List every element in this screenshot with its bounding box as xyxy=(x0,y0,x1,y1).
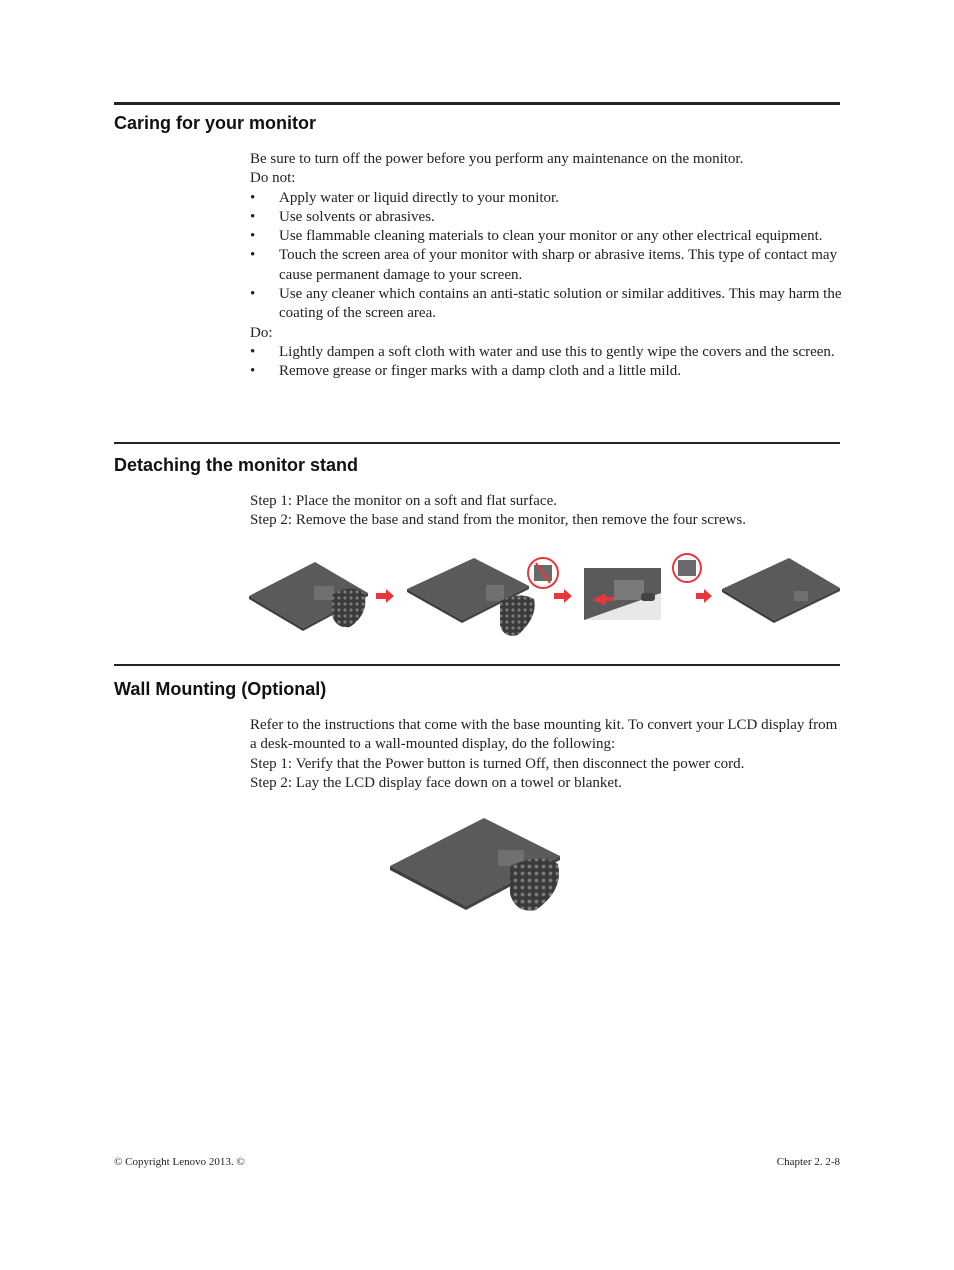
monitor-back-illustration xyxy=(407,558,535,636)
bullet: • xyxy=(250,189,256,206)
screw-detail-icon xyxy=(528,558,558,588)
wall-step-1: Step 1: Verify that the Power button is turned Off, then disconnect the power cord. xyxy=(250,755,745,772)
bullet: • xyxy=(250,363,256,380)
list-item-text: Remove grease or finger marks with a damp cloth and a little mild. xyxy=(279,363,681,380)
monitor-back-illustration xyxy=(249,562,368,631)
monitor-back-illustration xyxy=(722,558,840,623)
list-item xyxy=(250,285,842,324)
detaching-step-1: Step 1: Place the monitor on a soft and flat surface. xyxy=(250,493,557,509)
caring-body xyxy=(250,150,842,382)
right-arrow-icon xyxy=(696,589,712,603)
wall-step-2: Step 2: Lay the LCD display face down on a towel or blanket. xyxy=(250,774,622,791)
do-label: Do: xyxy=(250,324,273,341)
list-item-text: Lightly dampen a soft cloth with water and use this to gently wipe the covers and the screen. xyxy=(279,343,835,360)
do-not-label: Do not: xyxy=(250,170,296,187)
detaching-illustration xyxy=(246,553,846,648)
list-item xyxy=(250,208,842,227)
wall-mount-illustration xyxy=(386,814,566,914)
caring-intro: Be sure to turn off the power before you perform any maintenance on the monitor. xyxy=(250,151,744,167)
footer-copyright: © Copyright Lenovo 2013. © xyxy=(114,1156,245,1168)
list-item-text: Apply water or liquid directly to your monitor. xyxy=(279,189,559,206)
bullet: • xyxy=(250,343,256,360)
heading-wall-mounting: Wall Mounting (Optional) xyxy=(114,679,327,699)
list-item xyxy=(250,189,842,208)
hinge-closeup-illustration xyxy=(584,568,661,620)
list-item xyxy=(250,246,842,285)
list-item-text: Use any cleaner which contains an anti-static solution or similar additives. This may harm the coating of the screen area. xyxy=(279,286,842,322)
right-arrow-icon xyxy=(376,589,394,603)
wall-body xyxy=(250,716,842,793)
list-item-text: Touch the screen area of your monitor with sharp or abrasive items. This type of contact may cause permanent damage to your screen. xyxy=(279,247,838,283)
bullet: • xyxy=(250,228,256,245)
section-rule-caring xyxy=(114,102,840,105)
monitor-back-illustration xyxy=(390,818,560,911)
right-arrow-icon xyxy=(554,589,572,603)
heading-detaching: Detaching the monitor stand xyxy=(114,455,359,475)
section-rule-detaching xyxy=(114,442,840,444)
list-item-text: Use solvents or abrasives. xyxy=(279,208,435,225)
bullet: • xyxy=(250,208,256,225)
do-list xyxy=(250,343,842,382)
do-not-list xyxy=(250,189,842,324)
heading-caring: Caring for your monitor xyxy=(114,113,316,133)
bullet: • xyxy=(250,247,256,264)
detaching-step-2: Step 2: Remove the base and stand from the monitor, then remove the four screws. xyxy=(250,512,746,529)
bullet: • xyxy=(250,286,256,303)
section-rule-wall xyxy=(114,664,840,666)
screw-detail-icon xyxy=(673,554,701,582)
detaching-body xyxy=(250,492,842,531)
list-item xyxy=(250,362,842,381)
footer-page-number: Chapter 2. 2-8 xyxy=(776,1156,840,1168)
list-item-text: Use flammable cleaning materials to clean your monitor or any other electrical equipment. xyxy=(279,228,823,245)
list-item xyxy=(250,227,842,246)
wall-intro: Refer to the instructions that come with the base mounting kit. To convert your LCD display from a desk-mounted to a wall-mounted display, do the following: xyxy=(250,717,838,753)
list-item xyxy=(250,343,842,362)
